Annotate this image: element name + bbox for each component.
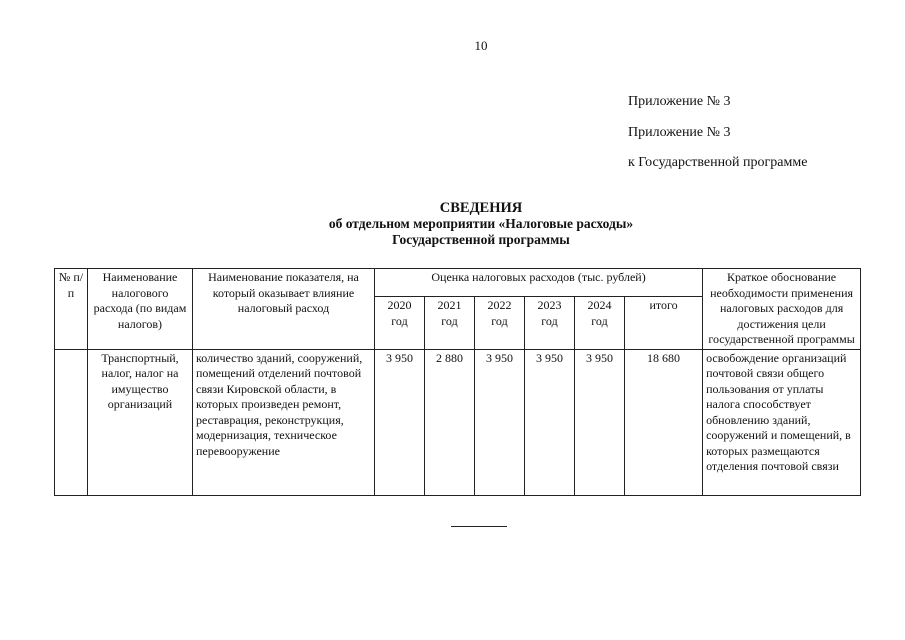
header-year-2021: 2021 год	[425, 297, 475, 349]
title-program: Государственной программы	[392, 232, 570, 247]
header-tax-name: Наименование налогового расхода (по видам налогов)	[88, 269, 193, 350]
cell-value-2022: 3 950	[475, 349, 525, 495]
cell-value-total: 18 680	[625, 349, 703, 495]
appendix-line-2: Приложение № 3	[628, 125, 731, 140]
cell-value-2023: 3 950	[525, 349, 575, 495]
title-main: СВЕДЕНИЯ	[439, 200, 523, 216]
cell-value-2020: 3 950	[375, 349, 425, 495]
header-year-2020: 2020 год	[375, 297, 425, 349]
appendix-line-1: Приложение № 3	[628, 94, 731, 109]
header-total: итого	[625, 297, 703, 349]
cell-value-2024: 3 950	[575, 349, 625, 495]
cell-value-2021: 2 880	[425, 349, 475, 495]
header-year-2023: 2023 год	[525, 297, 575, 349]
cell-justification: освобождение организаций почтовой связи общего пользования от уплаты налога способствует обновлению зданий, сооружений и помещений, в которых размещаются отделения почтовой связи	[703, 349, 861, 495]
cell-num	[55, 349, 88, 495]
bottom-divider	[451, 526, 507, 527]
cell-tax-name: Транспортный, налог, налог на имущество организаций	[88, 349, 193, 495]
header-num: № п/п	[55, 269, 88, 350]
tax-expenses-table	[54, 268, 861, 496]
header-year-2022: 2022 год	[475, 297, 525, 349]
title-subtitle: об отдельном мероприятии «Налоговые расходы»	[328, 216, 634, 231]
header-indicator: Наименование показателя, на который оказывает влияние налоговый расход	[193, 269, 375, 350]
header-row-1	[55, 269, 861, 297]
header-justification: Краткое обоснование необходимости применения налоговых расходов для достижения цели государственной программы	[703, 269, 861, 350]
document-title	[0, 200, 905, 248]
header-year-2024: 2024 год	[575, 297, 625, 349]
table-row	[55, 349, 861, 495]
appendix-line-3: к Государственной программе	[628, 155, 808, 170]
header-estimate-group: Оценка налоговых расходов (тыс. рублей)	[375, 269, 703, 297]
cell-indicator: количество зданий, сооружений, помещений отделений почтовой связи Кировской области, в которых произведен ремонт, реставрация, реконструкция, модернизация, техническое перевооружение	[193, 349, 375, 495]
page-number: 10	[474, 38, 488, 53]
